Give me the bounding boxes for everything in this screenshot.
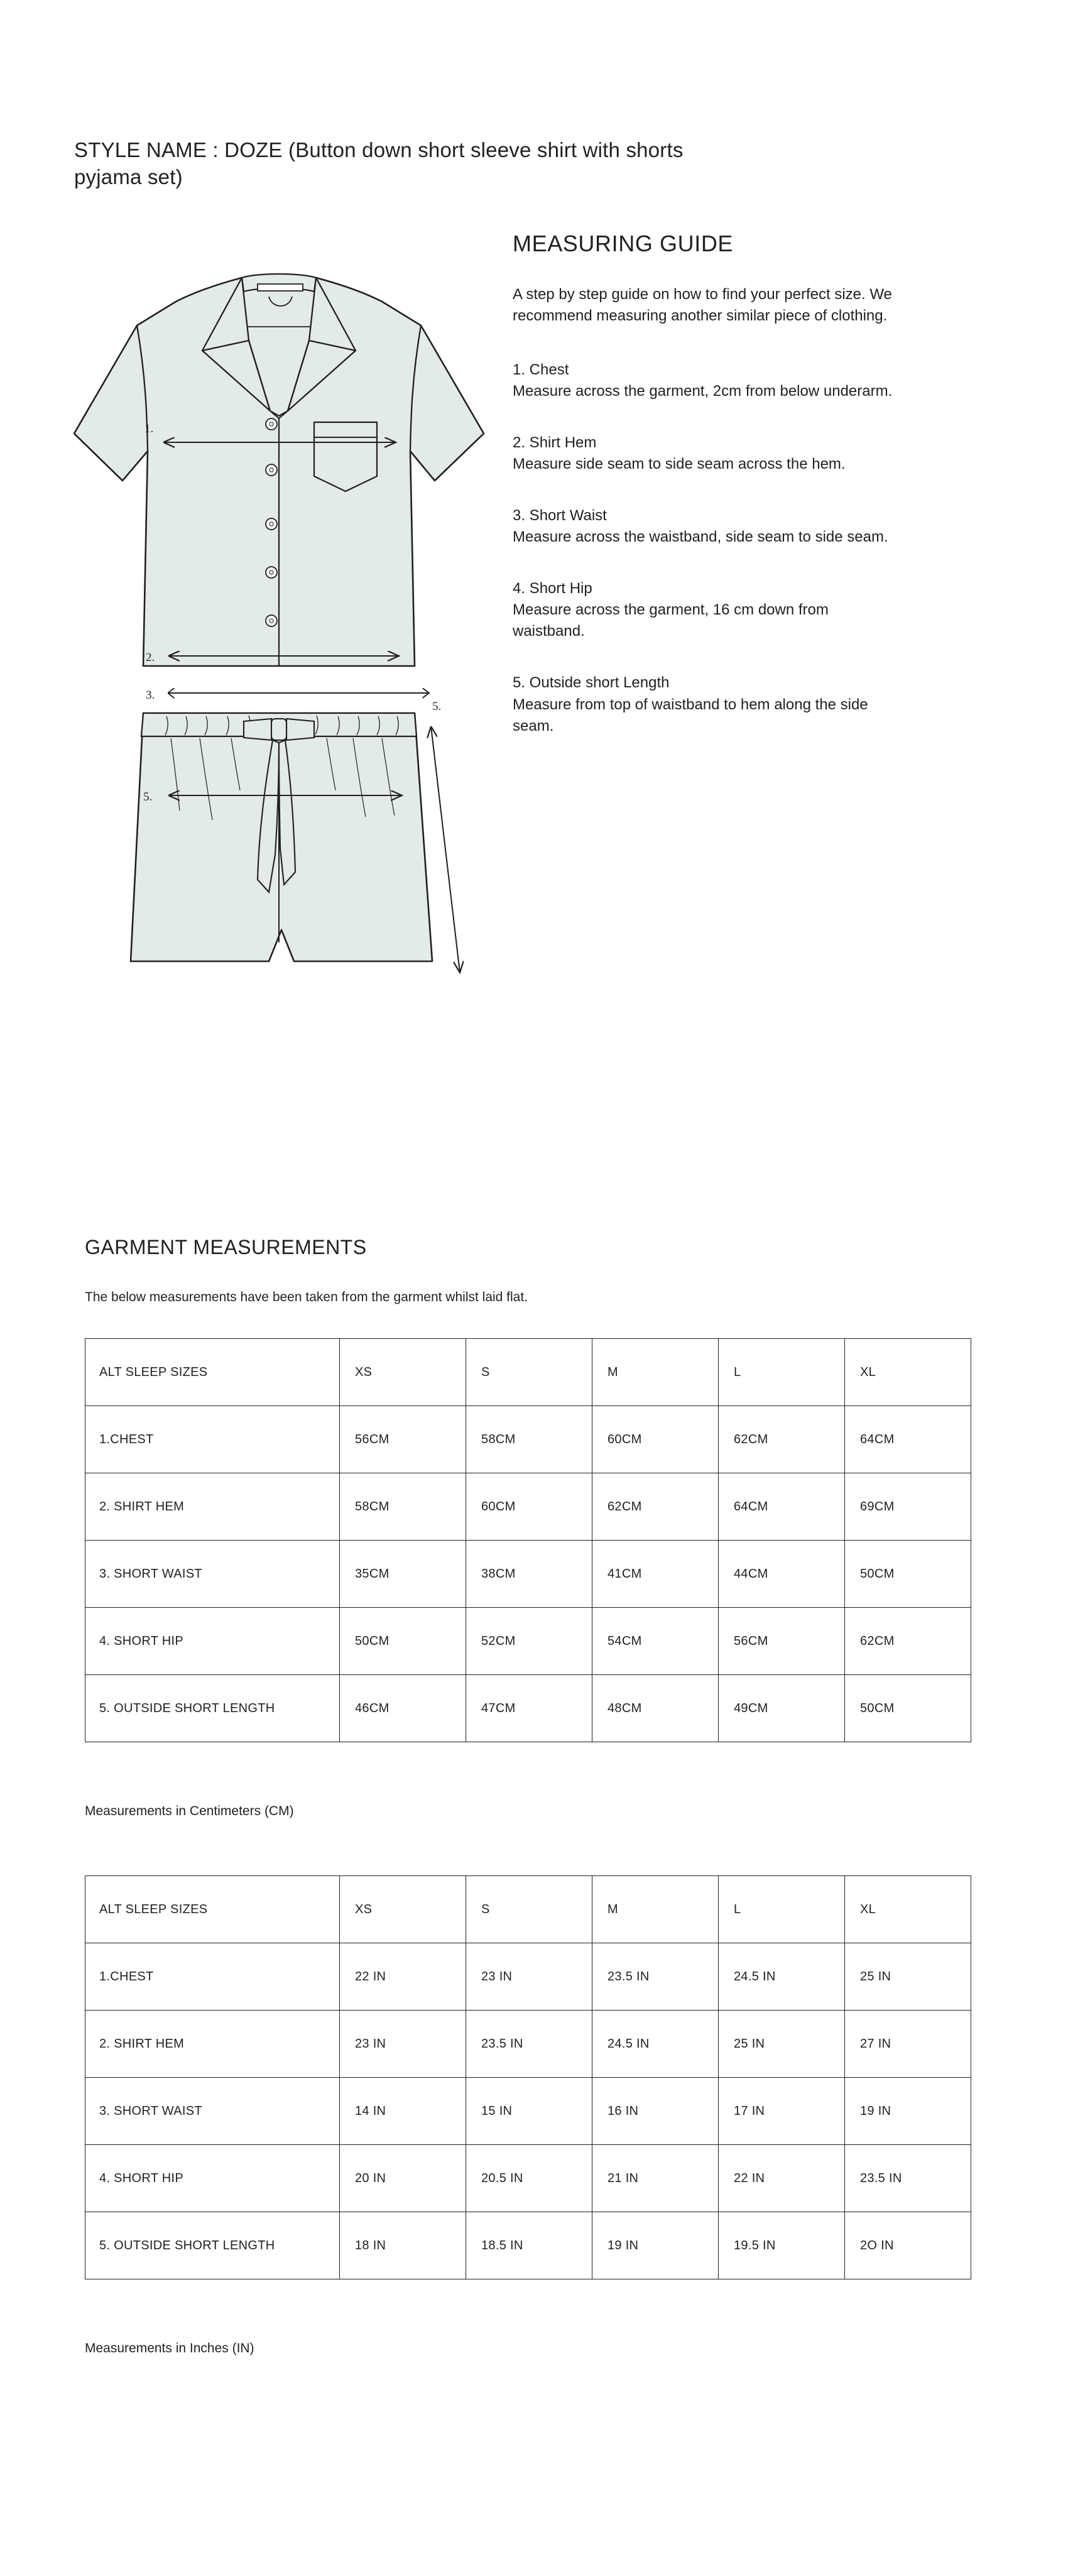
cell-value: 18.5 IN	[466, 2212, 592, 2279]
guide-step-short-waist-title: 3. Short Waist	[513, 507, 607, 525]
garment-measurements-note: The below measurements have been taken from the garment whilst laid flat.	[85, 1290, 528, 1304]
table-row	[85, 2212, 971, 2279]
table-row	[85, 2011, 971, 2078]
cell-value: 41CM	[592, 1541, 719, 1608]
table-row	[85, 1943, 971, 2011]
cell-value: 44CM	[719, 1541, 845, 1608]
callout-shirt-hem-label: 2.	[146, 651, 155, 664]
chest-pocket	[314, 422, 377, 491]
table-row	[85, 1541, 971, 1608]
cell-value: 49CM	[719, 1675, 845, 1742]
row-label: 2. SHIRT HEM	[85, 2011, 340, 2078]
table-row	[85, 2145, 971, 2212]
guide-step-shirt-hem	[513, 432, 902, 475]
guide-step-short-hip-desc: Measure across the garment, 16 cm down from waistband.	[513, 601, 829, 640]
callout-short-waist-label: 3.	[146, 689, 155, 702]
cell-value: 50CM	[845, 1675, 971, 1742]
shirt-drawing	[74, 274, 484, 666]
table-header-row	[85, 1876, 971, 1943]
cell-value: 60CM	[592, 1406, 719, 1473]
garment-measurements-title: GARMENT MEASUREMENTS	[85, 1235, 367, 1258]
cell-value: 19.5 IN	[719, 2212, 845, 2279]
cm-caption: Measurements in Centimeters (CM)	[85, 1804, 294, 1818]
cell-value: 24.5 IN	[719, 1943, 845, 2011]
cell-value: 19 IN	[845, 2078, 971, 2145]
row-label: 4. SHORT HIP	[85, 2145, 340, 2212]
cell-value: 38CM	[466, 1541, 592, 1608]
guide-step-outside-short-length-desc: Measure from top of waistband to hem along the side seam.	[513, 696, 868, 734]
callout-chest-label: 1.	[144, 422, 154, 435]
cell-value: 22 IN	[719, 2145, 845, 2212]
cell-value: 20.5 IN	[466, 2145, 592, 2212]
table-header-row	[85, 1339, 971, 1406]
cell-value: 62CM	[719, 1406, 845, 1473]
measuring-guide	[513, 231, 915, 737]
cell-value: 23 IN	[466, 1943, 592, 2011]
guide-step-chest-title: 1. Chest	[513, 361, 569, 378]
cell-value: 50CM	[340, 1608, 466, 1675]
table-row	[85, 1675, 971, 1742]
cell-value: 23.5 IN	[845, 2145, 971, 2212]
cell-value: 17 IN	[719, 2078, 845, 2145]
cell-value: 23.5 IN	[466, 2011, 592, 2078]
row-label: 5. OUTSIDE SHORT LENGTH	[85, 2212, 340, 2279]
row-label: 1.CHEST	[85, 1406, 340, 1473]
column-header-l: L	[719, 1339, 845, 1406]
cell-value: 46CM	[340, 1675, 466, 1742]
measurements-table-cm	[85, 1338, 971, 1742]
cell-value: 69CM	[845, 1473, 971, 1541]
cell-value: 19 IN	[592, 2212, 719, 2279]
cell-value: 23.5 IN	[592, 1943, 719, 2011]
row-label: 4. SHORT HIP	[85, 1608, 340, 1675]
cell-value: 16 IN	[592, 2078, 719, 2145]
cell-value: 54CM	[592, 1608, 719, 1675]
column-header-s: S	[466, 1876, 592, 1943]
garment-illustration	[63, 251, 503, 1005]
column-header-xs: XS	[340, 1876, 466, 1943]
cell-value: 58CM	[466, 1406, 592, 1473]
guide-step-short-waist	[513, 505, 902, 548]
table-row	[85, 1473, 971, 1541]
column-header-s: S	[466, 1339, 592, 1406]
cell-value: 64CM	[719, 1473, 845, 1541]
cell-value: 23 IN	[340, 2011, 466, 2078]
column-header-measurement: ALT SLEEP SIZES	[85, 1876, 340, 1943]
column-header-m: M	[592, 1339, 719, 1406]
cell-value: 48CM	[592, 1675, 719, 1742]
table-row	[85, 1608, 971, 1675]
callout-short-hip-label: 5.	[143, 790, 153, 804]
style-name-line-1: STYLE NAME : DOZE (Button down short sleeve shirt with shorts	[74, 138, 684, 161]
cell-value: 25 IN	[719, 2011, 845, 2078]
cell-value: 24.5 IN	[592, 2011, 719, 2078]
column-header-m: M	[592, 1876, 719, 1943]
column-header-xl: XL	[845, 1876, 971, 1943]
cell-value: 62CM	[845, 1608, 971, 1675]
row-label: 3. SHORT WAIST	[85, 1541, 340, 1608]
inch-caption: Measurements in Inches (IN)	[85, 2341, 254, 2355]
cell-value: 21 IN	[592, 2145, 719, 2212]
row-label: 5. OUTSIDE SHORT LENGTH	[85, 1675, 340, 1742]
cell-value: 52CM	[466, 1608, 592, 1675]
guide-step-outside-short-length	[513, 672, 902, 736]
cell-value: 35CM	[340, 1541, 466, 1608]
cell-value: 25 IN	[845, 1943, 971, 2011]
column-header-xs: XS	[340, 1339, 466, 1406]
shorts-drawing	[131, 689, 460, 973]
cell-value: 20 IN	[340, 2145, 466, 2212]
page-title	[74, 137, 885, 191]
cell-value: 62CM	[592, 1473, 719, 1541]
style-name-line-2: pyjama set)	[74, 165, 183, 188]
cell-value: 18 IN	[340, 2212, 466, 2279]
cell-value: 64CM	[845, 1406, 971, 1473]
row-label: 3. SHORT WAIST	[85, 2078, 340, 2145]
cell-value: 60CM	[466, 1473, 592, 1541]
measuring-guide-title: MEASURING GUIDE	[513, 231, 734, 256]
measuring-guide-intro: A step by step guide on how to find your perfect size. We recommend measuring another similar piece of clothing.	[513, 285, 892, 324]
row-label: 2. SHIRT HEM	[85, 1473, 340, 1541]
column-header-xl: XL	[845, 1339, 971, 1406]
cell-value: 58CM	[340, 1473, 466, 1541]
guide-step-short-hip	[513, 578, 902, 642]
table-row	[85, 1406, 971, 1473]
guide-step-shirt-hem-title: 2. Shirt Hem	[513, 434, 597, 451]
callout-outside-short-length	[431, 700, 460, 973]
cell-value: 27 IN	[845, 2011, 971, 2078]
column-header-measurement: ALT SLEEP SIZES	[85, 1339, 340, 1406]
guide-step-chest	[513, 359, 902, 402]
guide-step-shirt-hem-desc: Measure side seam to side seam across the hem.	[513, 455, 846, 472]
guide-step-outside-short-length-title: 5. Outside short Length	[513, 674, 670, 692]
table-row	[85, 2078, 971, 2145]
cell-value: 50CM	[845, 1541, 971, 1608]
cell-value: 56CM	[719, 1608, 845, 1675]
measurements-table-inches	[85, 1875, 971, 2279]
cell-value: 14 IN	[340, 2078, 466, 2145]
cell-value: 47CM	[466, 1675, 592, 1742]
guide-step-short-hip-title: 4. Short Hip	[513, 580, 592, 598]
cell-value: 56CM	[340, 1406, 466, 1473]
cell-value: 22 IN	[340, 1943, 466, 2011]
callout-short-waist	[146, 689, 429, 702]
column-header-l: L	[719, 1876, 845, 1943]
callout-outside-short-length-label: 5.	[432, 700, 442, 713]
row-label: 1.CHEST	[85, 1943, 340, 2011]
cell-value: 2O IN	[845, 2212, 971, 2279]
guide-step-short-waist-desc: Measure across the waistband, side seam to side seam.	[513, 528, 888, 546]
guide-step-chest-desc: Measure across the garment, 2cm from below underarm.	[513, 382, 893, 400]
cell-value: 15 IN	[466, 2078, 592, 2145]
